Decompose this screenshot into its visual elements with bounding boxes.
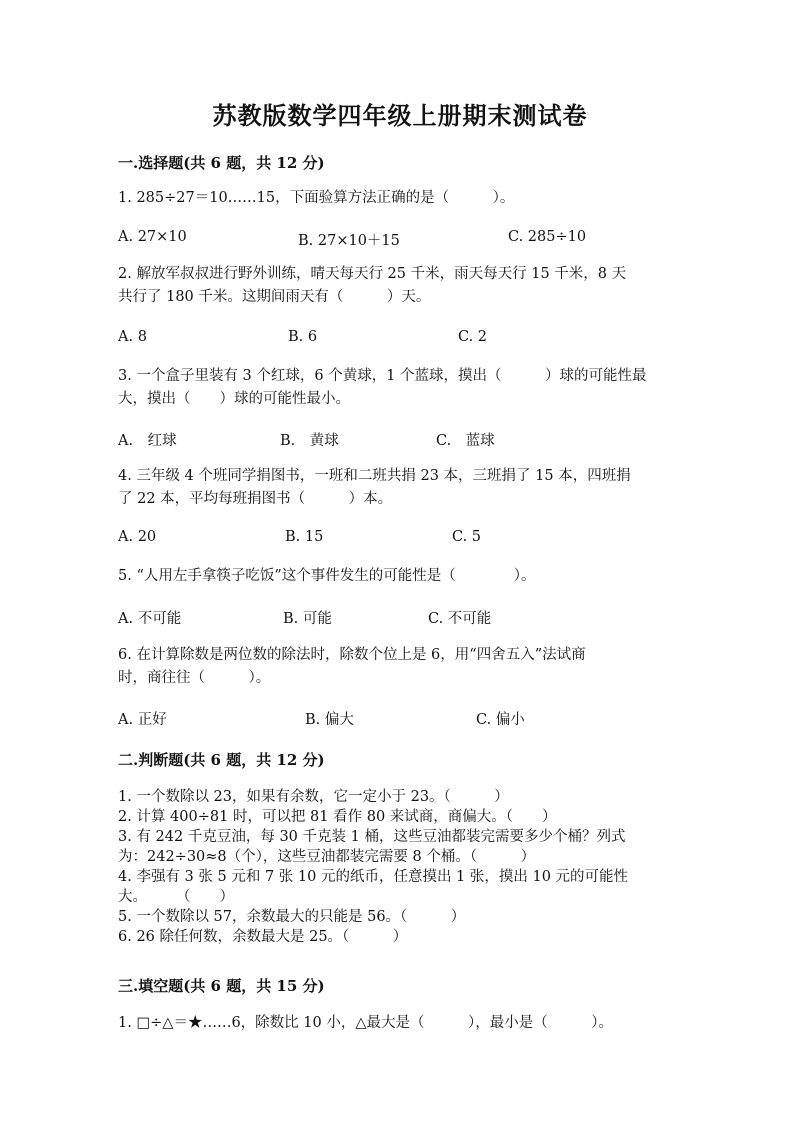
judge-line: 2. 计算 400÷81 时，可以把 81 看作 80 来试商，商偏大。（ ）	[118, 809, 557, 825]
option-b: B. 6	[288, 329, 318, 345]
option-a: A. 27×10	[118, 229, 187, 245]
judge-line: 1. 一个数除以 23，如果有余数，它一定小于 23。（ ）	[118, 789, 509, 805]
section-heading-choice: 一.选择题(共 6 题，共 12 分)	[118, 154, 325, 172]
option-a: A. 20	[118, 529, 157, 545]
option-b: B. 15	[285, 529, 324, 545]
judge-line: 4. 李强有 3 张 5 元和 7 张 10 元的纸币，任意摸出 1 张，摸出 10 元的可能性	[118, 869, 629, 885]
question-line: 了 22 本，平均每班捐图书（ ）本。	[118, 491, 393, 507]
question-line: 大，摸出（ ）球的可能性最小。	[118, 391, 350, 407]
option-b: B. 27×10＋15	[298, 233, 400, 249]
question-line: 4. 三年级 4 个班同学捐图书，一班和二班共捐 23 本，三班捐了 15 本，四班捐	[118, 468, 631, 484]
page-title: 苏教版数学四年级上册期末测试卷	[212, 101, 588, 130]
option-a: A. 红球	[118, 433, 177, 449]
question-choice-2	[118, 263, 678, 309]
option-c: C. 蓝球	[436, 433, 495, 449]
judge-line: 大。 （ ）	[118, 889, 234, 905]
judge-line: 5. 一个数除以 57，余数最大的只能是 56。（ ）	[118, 909, 466, 925]
judge-questions	[118, 787, 678, 947]
question-line: 5. “人用左手拿筷子吃饭”这个事件发生的可能性是（ ）。	[118, 568, 536, 584]
judge-line: 6. 26 除任何数，余数最大是 25。（ ）	[118, 929, 408, 945]
section-heading-judge: 二.判断题(共 6 题，共 12 分)	[118, 751, 325, 769]
option-b: B. 可能	[283, 611, 332, 627]
question-choice-4	[118, 465, 678, 511]
question-choice-3	[118, 365, 678, 411]
option-a: A. 不可能	[118, 611, 182, 627]
section-heading-fill: 三.填空题(共 6 题，共 15 分)	[118, 977, 325, 995]
option-c: C. 不可能	[428, 611, 492, 627]
option-a: A. 8	[118, 329, 147, 345]
question-line: 共行了 180 千米。这期间雨天有（ ）天。	[118, 289, 431, 305]
question-choice-6	[118, 644, 678, 690]
option-c: C. 5	[452, 529, 482, 545]
question-line: 6. 在计算除数是两位数的除法时，除数个位上是 6，用“四舍五入”法试商	[118, 647, 586, 663]
question-choice-5	[118, 565, 678, 588]
question-line: 3. 一个盒子里装有 3 个红球，6 个黄球，1 个蓝球，摸出（ ）球的可能性最	[118, 368, 647, 384]
question-line: 1. 285÷27＝10……15，下面验算方法正确的是（ ）。	[118, 190, 515, 206]
question-fill-1	[118, 1012, 678, 1035]
question-line: 时，商往往（ ）。	[118, 670, 271, 686]
option-c: C. 2	[458, 329, 488, 345]
option-b: B. 偏大	[305, 712, 354, 728]
judge-line: 3. 有 242 千克豆油，每 30 千克装 1 桶，这些豆油都装完需要多少个桶？列式	[118, 829, 626, 845]
option-c: C. 285÷10	[508, 229, 587, 245]
option-b: B. 黄球	[280, 433, 339, 449]
option-c: C. 偏小	[476, 712, 525, 728]
question-line: 1. □÷△＝★……6，除数比 10 小，△最大是（ ），最小是（ ）。	[118, 1015, 613, 1031]
option-a: A. 正好	[118, 712, 167, 728]
judge-line: 为：242÷30≈8（个），这些豆油都装完需要 8 个桶。（ ）	[118, 849, 536, 865]
question-line: 2. 解放军叔叔进行野外训练，晴天每天行 25 千米，雨天每天行 15 千米，8 天	[118, 266, 627, 282]
question-choice-1	[118, 187, 678, 210]
